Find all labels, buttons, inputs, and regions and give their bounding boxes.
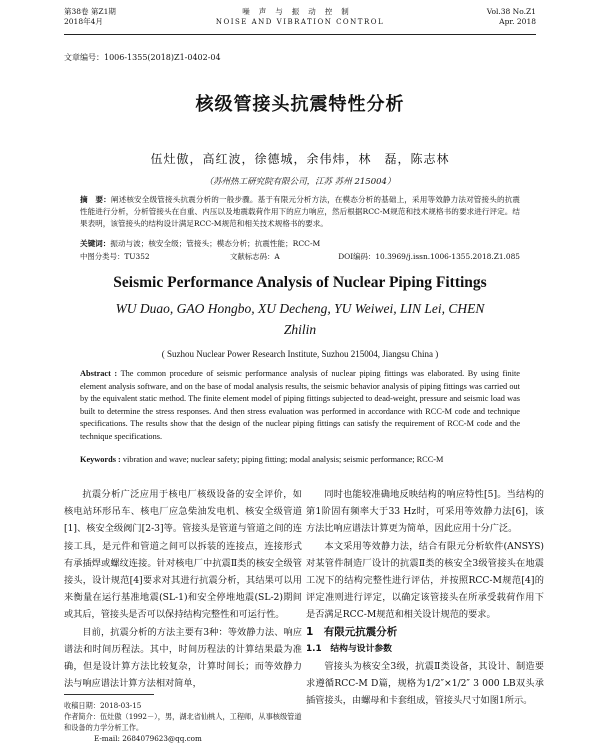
- abstract-en-text: The common procedure of seismic performance analysis of nuclear piping fittings was elaborated. By using finite element analysis software, and on the base of modal analysis results, the seismic behavior analysis of piping fittings was carried out by the equivalent static method. The finite element model of piping fittings subjected to dead-weight, pressure and seismic load was built to determine the stress responses. And then stress evaluation was performed in accordance with RCC-M code and technique specifications. The results show that the design of the nuclear piping fittings can satisfy the requirement of RCC-M code and the technique specifications.: [80, 369, 520, 441]
- keywords-en-label: Keywords :: [80, 455, 121, 464]
- header-date-zh: 2018年4月: [64, 17, 103, 26]
- body-paragraph: 同时也能较准确地反映结构的响应特性[5]。当结构的第1阶固有频率大于33 Hz时，可采用等效静力法[6]，该方法比响应谱法计算更为简单，因此应用十分广泛。: [306, 489, 544, 535]
- subsection-heading: 1.1 结构与设计参数: [306, 643, 392, 654]
- body-paragraph: 抗震分析广泛应用于核电厂核级设备的安全评价，如核电站环形吊车、核电厂应急柴油发电机、核安全级管道[1]、核安全级阀门[2-3]等。管接头是管道与管道之间的连接工具，是元件和管道之间可以拆装的连接点，连接形式有承插焊或螺纹连接。针对核电厂中抗震Ⅱ类的核安全级管接头，设计规范[4]要求对其进行抗震分析，其结果可以用来衡量在运行基准地震(SL-1)和安全停堆地震(SL-2)期间或其后，管接头是否可以保持结构完整性和可运行性。: [64, 489, 302, 621]
- title-en: Seismic Performance Analysis of Nuclear Piping Fittings: [113, 274, 487, 291]
- authors-en: WU Duao, GAO Hongbo, XU Decheng, YU Weiwei, LIN Lei, CHEN Zhilin: [115, 301, 485, 337]
- affiliation-en: ( Suzhou Nuclear Power Research Institute, Suzhou 215004, Jiangsu China ): [161, 349, 439, 359]
- received-date: 收稿日期：2018-03-15: [64, 701, 142, 710]
- abstract-zh-label: 摘 要：: [80, 195, 111, 204]
- journal-name-en: NOISE AND VIBRATION CONTROL: [215, 18, 385, 26]
- author-email: E-mail: 2684079623@qq.com: [94, 734, 202, 743]
- article-number: 文章编号：1006-1355(2018)Z1-0402-04: [64, 53, 221, 62]
- footnote: [64, 700, 302, 744]
- authors-zh: 伍灶傲，高红波，徐德城，余伟炜，林 磊，陈志林: [150, 152, 450, 166]
- abstract-en: [80, 368, 520, 444]
- body-paragraph: 管接头为核安全3级，抗震Ⅱ类设备，其设计、制造要求遵循RCC-M D篇，规格为1/2″×1/2″ 3 000 LB双头承插管接头，由螺母和卡套组成，管接头尺寸如图1所示。: [306, 661, 544, 707]
- section-heading: 1 有限元抗震分析: [306, 625, 398, 638]
- keywords-en: [80, 454, 520, 466]
- body-paragraph: 目前，抗震分析的方法主要有3种：等效静力法、响应谱法和时间历程法。其中，时间历程法的计算结果最为准确，但是设计算方法比较复杂，计算时间长；而等效静力法与响应谱法计算方法相对简单，: [64, 626, 302, 690]
- header-volume: 第38卷 第Z1期: [64, 7, 116, 16]
- title-zh: 核级管接头抗震特性分析: [195, 94, 405, 115]
- header-journal-name: [64, 7, 536, 27]
- abstract-zh-text: 阐述核安全级管接头抗震分析的一般步骤。基于有限元分析方法，在模态分析的基础上，采用等效静力法对管接头的抗震性能进行分析，分析管接头在自重、内压以及地震载荷作用下的应力响应，然后根据RCC-M规范和技术规格书的要求进行评定。结果表明，该管接头的结构设计满足RCC-M规范和相关技术规格书的要求。: [80, 195, 520, 228]
- header-volume-en: Vol.38 No.Z1: [486, 7, 536, 16]
- body-column-left: [64, 486, 302, 692]
- journal-name-zh: 噪声与振动控制: [242, 7, 358, 16]
- doi: DOI编码：10.3969/j.issn.1006-1355.2018.Z1.085: [338, 252, 520, 261]
- keywords-en-text: vibration and wave; nuclear safety; piping fitting; modal analysis; seismic performance; RCC-M: [122, 455, 444, 464]
- header-rule: [64, 34, 536, 35]
- document-code: 文献标志码：A: [230, 252, 280, 261]
- header-volume-info-en: [487, 7, 536, 27]
- keywords-zh-label: 关键词：: [80, 239, 111, 248]
- keywords-zh-text: 振动与波；核安全级；管接头；模态分析；抗震性能；RCC-M: [110, 239, 321, 248]
- author-intro: 作者简介：伍灶傲（1992－），男，湖北省仙桃人，工程师，从事核级管道和设备的力学分析工作。: [64, 712, 302, 732]
- footnote-rule: [64, 694, 154, 695]
- abstract-en-label: Abstract :: [80, 369, 118, 378]
- keywords-zh: [80, 238, 520, 250]
- classification-row: [80, 251, 520, 263]
- abstract-zh: [80, 194, 520, 230]
- body-column-right: [306, 486, 544, 710]
- header-date-en: Apr. 2018: [499, 17, 536, 26]
- affiliation-zh: （苏州热工研究院有限公司，江苏 苏州 215004）: [204, 177, 396, 187]
- running-header: [64, 7, 536, 37]
- body-paragraph: 本文采用等效静力法，结合有限元分析软件(ANSYS)对某管件制造厂设计的抗震Ⅱ类的核安全3级管接头在地震工况下的结构完整性进行评估，并按照RCC-M规范[4]的评定准则进行评定，以确定该管接头在所承受载荷作用下是否满足RCC-M规范和相关设计规范的要求。: [306, 540, 544, 621]
- clc-number: 中图分类号：TU352: [80, 252, 150, 261]
